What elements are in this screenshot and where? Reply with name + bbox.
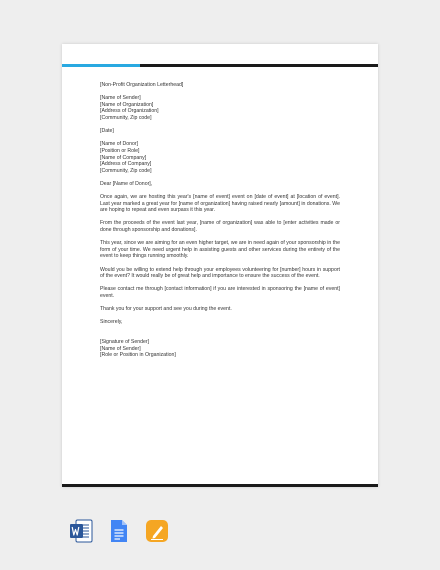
body-paragraph-2: From the proceeds of the event last year, [name of organization] was able to [enter activities made or done through sponsorship and donations].	[100, 220, 340, 234]
accent-bar-black	[140, 64, 378, 67]
format-icons	[68, 518, 170, 544]
sender-address: [Address of Organization]	[100, 108, 159, 115]
donor-address: [Address of Company]	[100, 161, 152, 168]
letter-content	[100, 82, 340, 359]
signature-role: [Role or Position in Organization]	[100, 352, 176, 359]
letter-date: [Date]	[100, 128, 114, 135]
closing: Sincerely,	[100, 319, 123, 326]
pages-icon[interactable]	[144, 518, 170, 544]
sender-block	[100, 95, 340, 121]
google-docs-icon[interactable]	[106, 518, 132, 544]
word-icon[interactable]	[68, 518, 94, 544]
salutation: Dear [Name of Donor],	[100, 180, 153, 187]
donor-community: [Community, Zip code]	[100, 167, 152, 174]
signature-placeholder: [Signature of Sender]	[100, 339, 150, 346]
sender-organization: [Name of Organization]	[100, 101, 154, 108]
sender-community: [Community, Zip code]	[100, 114, 152, 121]
letter-page	[62, 44, 378, 487]
signature-block	[100, 339, 340, 359]
body-paragraph-5: Please contact me through [contact information] if you are interested in sponsoring the [name of event] event.	[100, 286, 340, 299]
body-paragraph-6: Thank you for your support and see you during the event.	[100, 306, 232, 313]
sender-name: [Name of Sender]	[100, 95, 141, 102]
donor-company: [Name of Company]	[100, 154, 147, 161]
donor-block	[100, 141, 340, 174]
body-paragraph-1: Once again, we are hosting this year's [name of event] event on [date of event] at [location of event]. Last year marked a great year for [name of organization] having raised nearly [amount] in donations. We are hoping to repeat and even surpass it this year.	[100, 194, 340, 214]
donor-position: [Position or Role]	[100, 147, 140, 154]
footer-bar	[62, 484, 378, 487]
body-paragraph-3: This year, since we are aiming for an even higher target, we are in need again of your sponsorship in the form of your time. We need urgent help in assisting guests and other services during the entirety of the event to keep things running smoothly.	[100, 240, 340, 260]
donor-name: [Name of Donor]	[100, 141, 139, 148]
signature-name: [Name of Sender]	[100, 345, 141, 352]
accent-bar-blue	[62, 64, 140, 67]
letterhead: [Non-Profit Organization Letterhead]	[100, 82, 184, 88]
body-paragraph-4: Would you be willing to extend help through your employees volunteering for [number] hours in support of the event? It would really be of great help and importance to ensure the success of the event.	[100, 266, 340, 280]
